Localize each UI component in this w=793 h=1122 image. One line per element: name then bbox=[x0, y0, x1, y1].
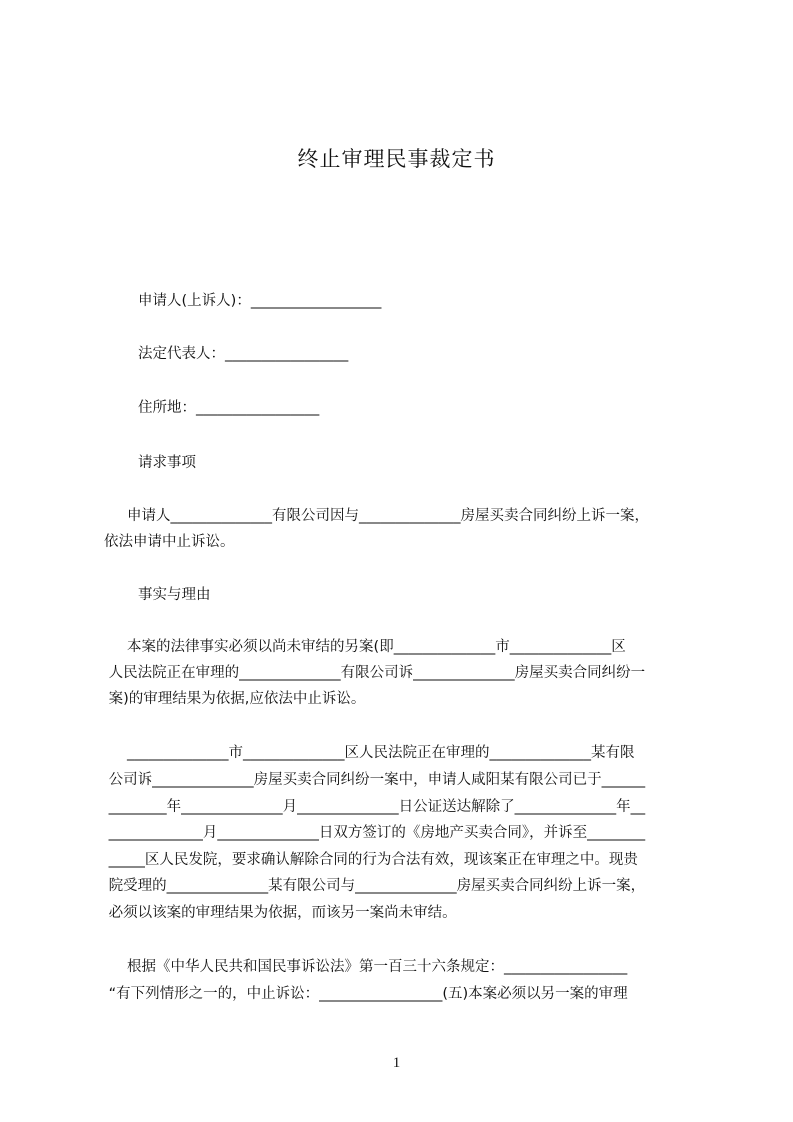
legal-basis-line: “有下列情形之一的，中止诉讼：_________________(五)本案必须以另一案的审理 bbox=[104, 986, 628, 1002]
appellant-field: 申请人(上诉人)：__________________ bbox=[138, 293, 382, 309]
facts-paragraph-line: 必须以该案的审理结果为依据，而该另一案尚未审结。 bbox=[104, 905, 457, 921]
requests-heading: 请求事项 bbox=[138, 455, 196, 471]
page-number: 1 bbox=[392, 1055, 401, 1071]
legal-basis-line: 根据《中华人民共和国民事诉讼法》第一百三十六条规定：_________________ bbox=[104, 959, 628, 975]
legal-representative-field: 法定代表人：_________________ bbox=[138, 346, 349, 362]
facts-paragraph-line: 院受理的______________某有限公司与______________房屋买卖合同纠纷上诉一案， bbox=[104, 878, 646, 894]
facts-paragraph-line: 案)的审理结果为依据,应依法中止诉讼。 bbox=[104, 691, 366, 707]
requests-line: 依法申请中止诉讼。 bbox=[104, 534, 235, 550]
facts-paragraph-line: _____区人民发院，要求确认解除合同的行为合法有效，现该案正在审理之中。现贵 bbox=[104, 852, 638, 868]
facts-paragraph-line: 公司诉______________房屋买卖合同纠纷一案中，申请人咸阳某有限公司已于______ bbox=[104, 772, 646, 788]
facts-paragraph-line: _____________月______________日双方签订的《房地产买卖合同》，并诉至________ bbox=[104, 825, 646, 841]
facts-paragraph-line: ______________市______________区人民法院正在审理的______________某有限 bbox=[104, 745, 635, 761]
facts-heading: 事实与理由 bbox=[138, 587, 211, 603]
facts-paragraph-line: 本案的法律事实必须以尚未审结的另案(即______________市______________区 bbox=[104, 639, 626, 655]
facts-paragraph-line: 人民法院正在审理的______________有限公司诉______________房屋买卖合同纠纷一 bbox=[104, 665, 646, 681]
document-title: 终止审理民事裁定书 bbox=[297, 147, 496, 171]
requests-line: 申请人______________有限公司因与______________房屋买卖合同纠纷上诉一案， bbox=[104, 508, 650, 524]
facts-paragraph-line: ________年______________月______________日公证送达解除了______________年__ bbox=[104, 799, 646, 815]
address-field: 住所地：_________________ bbox=[138, 400, 320, 416]
